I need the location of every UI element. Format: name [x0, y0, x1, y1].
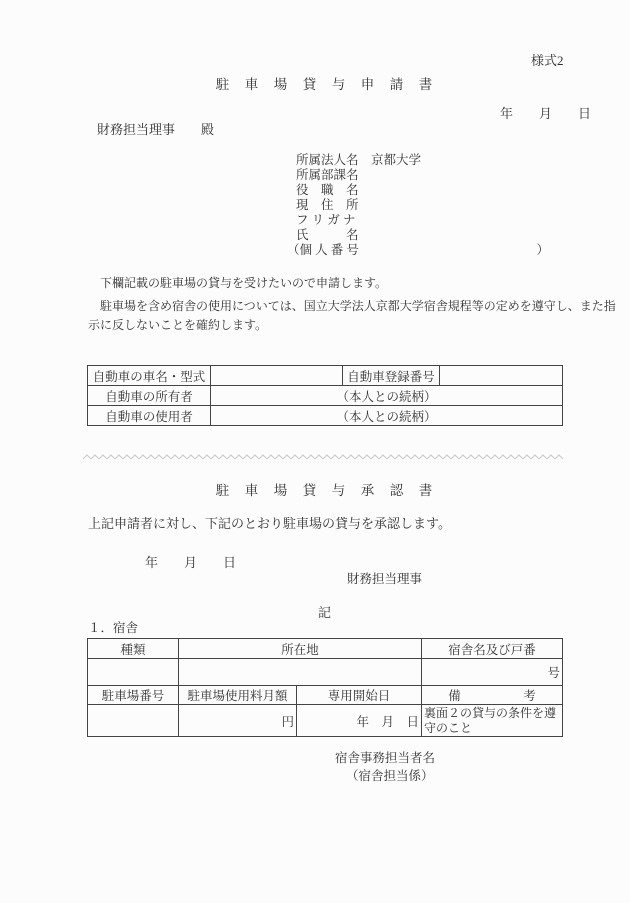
parking-no-header-cell: 駐車場番号: [88, 686, 179, 705]
personal-number-close: ）: [536, 243, 549, 257]
applicant-field-furigana: [296, 213, 549, 228]
personal-number-open: （個 人 番 号: [287, 243, 359, 257]
start-date-header-cell: 専用開始日: [297, 686, 422, 705]
application-date-line: 年 月 日: [500, 106, 592, 121]
vehicle-table-row: [88, 366, 563, 386]
application-body-line: 駐車場を含め宿舎の使用については、国立大学法人京都大学宿舎規程等の定めを遵守し、また指: [88, 299, 616, 313]
owner-header-cell: 自動車の所有者: [88, 386, 211, 406]
record-marker: 記: [317, 605, 331, 620]
parking-header-row: [88, 686, 563, 705]
applicant-field-address: [296, 198, 549, 213]
personal-number-line: [287, 243, 549, 258]
approval-title: 駐 車 場 貸 与 承 認 書: [215, 483, 434, 498]
form-code: 様式2: [531, 53, 564, 68]
applicant-info-block: [287, 153, 549, 258]
applicant-field-label: 役 職 名: [296, 183, 359, 197]
applicant-field-label: 所属法人名: [296, 153, 359, 167]
fee-value-cell: 円: [179, 705, 297, 737]
section-heading: １．宿舎: [88, 621, 139, 635]
car-name-header-cell: 自動車の車名・型式: [88, 366, 211, 386]
residence-header-cell: 宿舎名及び戸番: [422, 639, 563, 659]
housing-table-header-row: [88, 639, 563, 659]
fee-header-cell: 駐車場使用料月額: [179, 686, 297, 705]
applicant-field-name: [296, 228, 549, 243]
housing-table: [87, 638, 563, 737]
residence-unit-cell: 号: [422, 659, 563, 686]
owner-value-cell: （本人との続柄）: [211, 386, 563, 406]
remarks-header-cell: 備 考: [422, 686, 563, 705]
location-header-cell: 所在地: [179, 639, 422, 659]
vehicle-table: [87, 365, 563, 426]
applicant-field-value: 京都大学: [371, 153, 422, 167]
zigzag-separator: [83, 452, 563, 462]
registration-header-cell: 自動車登録番号: [343, 366, 440, 386]
applicant-field-corporation: [296, 153, 549, 168]
application-body-line: 下欄記載の駐車場の貸与を受けたいので申請します。: [88, 276, 388, 290]
remarks-value-cell: 裏面２の貸与の条件を遵守のこと: [422, 705, 563, 737]
approval-signer: 財務担当理事: [347, 572, 423, 586]
applicant-field-label: 所属部課名: [296, 168, 359, 182]
applicant-field-position: [296, 183, 549, 198]
application-title: 駐 車 場 貸 与 申 請 書: [215, 77, 434, 92]
applicant-field-department: [296, 168, 549, 183]
type-header-cell: 種類: [88, 639, 179, 659]
location-value-cell: [179, 659, 422, 686]
addressee-line: 財務担当理事 殿: [97, 122, 215, 137]
application-body-line: 示に反しないことを確約します。: [88, 318, 268, 332]
user-header-cell: 自動車の使用者: [88, 406, 211, 426]
housing-table-entry-row: [88, 659, 563, 686]
vehicle-table-row: [88, 386, 563, 406]
start-date-value-cell: 年 月 日: [297, 705, 422, 737]
approval-date-line: 年 月 日: [145, 555, 237, 570]
registration-value-cell: [440, 366, 563, 386]
vehicle-table-row: [88, 406, 563, 426]
approval-body: 上記申請者に対し、下記のとおり駐車場の貸与を承認します。: [88, 516, 451, 531]
car-name-value-cell: [211, 366, 343, 386]
applicant-field-label: 氏 名: [296, 228, 359, 242]
parking-entry-row: [88, 705, 563, 737]
contact-section: （宿舎担当係）: [346, 769, 434, 783]
parking-no-value-cell: [88, 705, 179, 737]
applicant-field-label: フ リ ガ ナ: [296, 213, 356, 227]
type-value-cell: [88, 659, 179, 686]
applicant-field-label: 現 住 所: [296, 198, 359, 212]
user-value-cell: （本人との続柄）: [211, 406, 563, 426]
contact-name: 宿舎事務担当者名: [335, 751, 436, 765]
